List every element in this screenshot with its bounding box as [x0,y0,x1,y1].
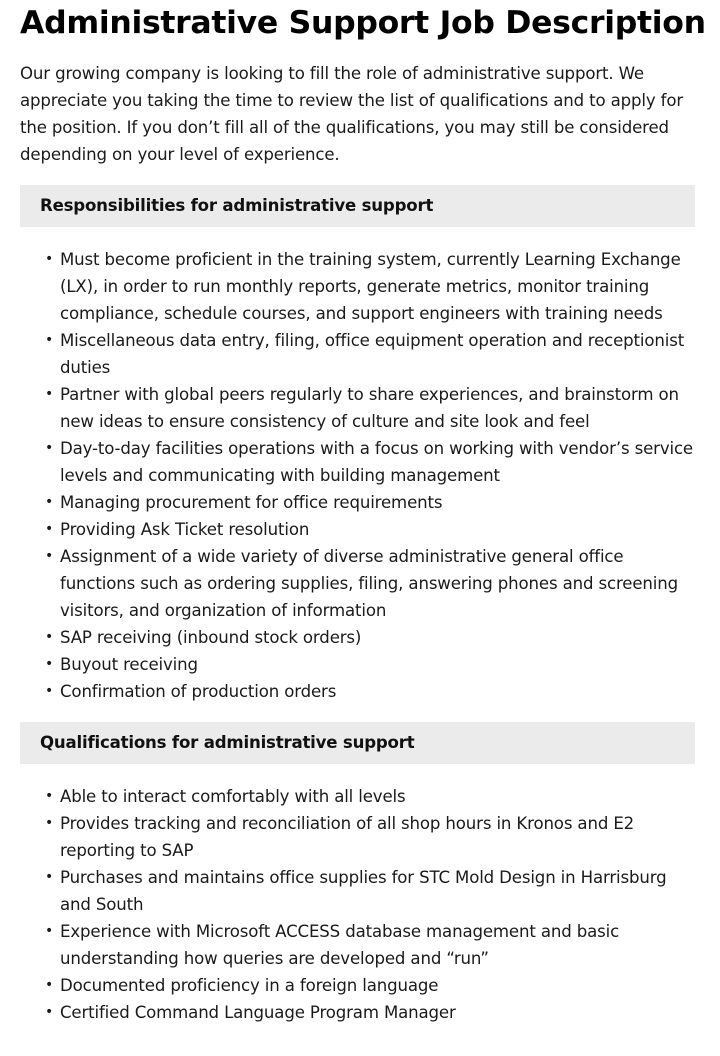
bullet-icon: • [44,788,54,804]
bullet-icon: • [44,869,54,885]
bullet-icon: • [44,683,54,699]
list-item-text: Day-to-day facilities operations with a focus on working with vendor’s service levels and communicating with building management [60,439,693,485]
list-item-text: Certified Command Language Program Manager [60,1003,456,1022]
list-item [44,489,695,516]
list-item-text: Providing Ask Ticket resolution [60,520,310,539]
intro-paragraph: Our growing company is looking to fill the role of administrative support. We appreciate you taking the time to review the list of qualifications and to apply for the position. If you don’t fill all of the qualifications, you may still be considered depending on your level of experience. [20,64,684,164]
list-item [44,864,695,918]
bullet-icon: • [44,923,54,939]
list-item [44,651,695,678]
list-item [44,543,695,624]
list-item-text: Managing procurement for office requirements [60,493,443,512]
bullet-icon: • [44,977,54,993]
list-item [44,624,695,651]
responsibilities-heading: Responsibilities for administrative support [20,185,695,227]
bullet-icon: • [44,494,54,510]
list-item-text: Experience with Microsoft ACCESS database management and basic understanding how queries are developed and “run” [60,922,620,968]
list-item [44,972,695,999]
bullet-icon: • [44,251,54,267]
qualifications-section [20,722,695,1026]
qualifications-heading: Qualifications for administrative support [20,722,695,764]
list-item [44,246,695,327]
list-item [44,918,695,972]
bullet-icon: • [44,386,54,402]
list-item [44,783,695,810]
list-item [44,435,695,489]
list-item-text: Documented proficiency in a foreign language [60,976,439,995]
bullet-icon: • [44,815,54,831]
list-item-text: Assignment of a wide variety of diverse administrative general office functions such as ordering supplies, filing, answering phones and screening visitors, and organization of information [60,547,678,620]
bullet-icon: • [44,332,54,348]
bullet-icon: • [44,521,54,537]
bullet-icon: • [44,629,54,645]
list-item-text: Miscellaneous data entry, filing, office equipment operation and receptionist duties [60,331,685,377]
list-item-text: Buyout receiving [60,655,198,674]
page-title: Administrative Support Job Description [20,5,706,41]
bullet-icon: • [44,656,54,672]
qualifications-list [20,783,695,1026]
list-item [44,327,695,381]
list-item [44,999,695,1026]
list-item-text: Must become proficient in the training system, currently Learning Exchange (LX), in order to run monthly reports, generate metrics, monitor training compliance, schedule courses, and support engineers with training needs [60,250,681,323]
list-item [44,516,695,543]
bullet-icon: • [44,440,54,456]
responsibilities-section [20,185,695,705]
bullet-icon: • [44,548,54,564]
list-item-text: Confirmation of production orders [60,682,337,701]
list-item-text: SAP receiving (inbound stock orders) [60,628,362,647]
bullet-icon: • [44,1004,54,1020]
list-item [44,381,695,435]
list-item-text: Purchases and maintains office supplies for STC Mold Design in Harrisburg and South [60,868,667,914]
list-item [44,810,695,864]
list-item [44,678,695,705]
list-item-text: Partner with global peers regularly to share experiences, and brainstorm on new ideas to ensure consistency of culture and site look and feel [60,385,679,431]
list-item-text: Provides tracking and reconciliation of all shop hours in Kronos and E2 reporting to SAP [60,814,635,860]
responsibilities-list [20,246,695,705]
list-item-text: Able to interact comfortably with all levels [60,787,406,806]
